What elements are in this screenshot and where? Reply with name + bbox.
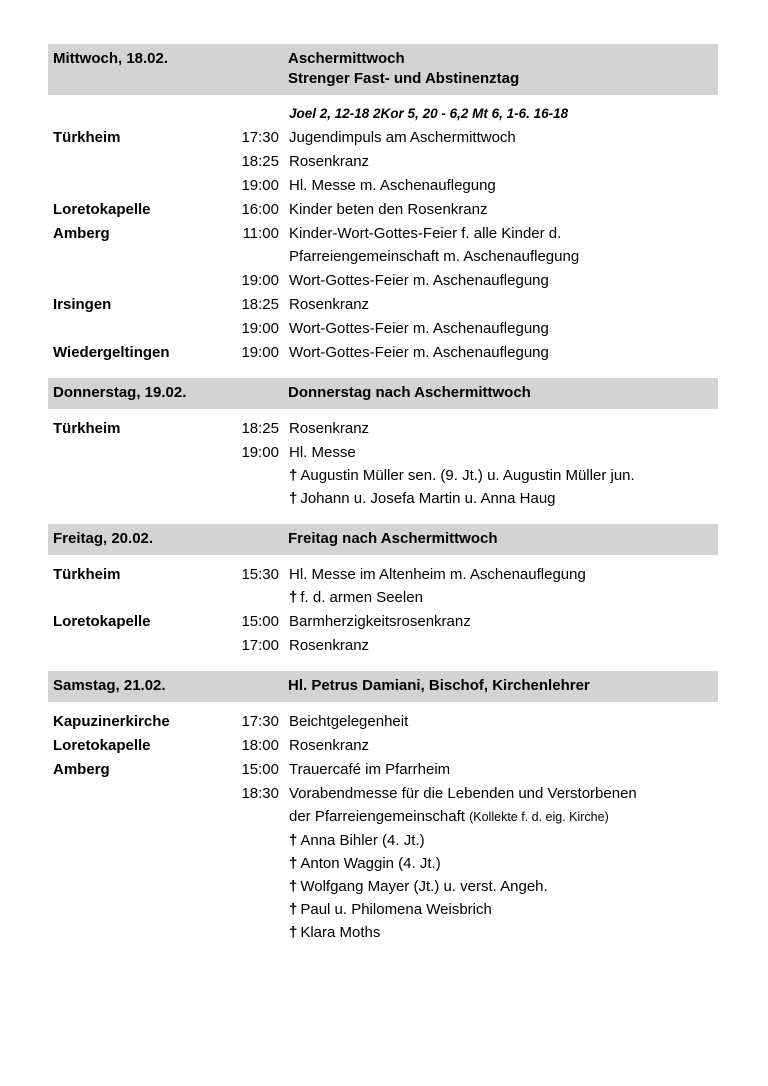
entry-time: 16:00: [241, 201, 279, 218]
schedule-entry-row: [48, 634, 718, 657]
entry-time: 17:30: [241, 129, 279, 146]
scripture-reading-row: [48, 103, 718, 124]
dagger-icon: †: [289, 832, 298, 849]
entry-time: 15:00: [241, 761, 279, 778]
dagger-icon: †: [289, 490, 298, 507]
schedule-entry-row: [48, 198, 718, 221]
entry-description: [284, 417, 718, 440]
entry-location: Amberg: [53, 225, 110, 242]
day-occasion: [288, 529, 718, 549]
schedule-entry-row: [48, 610, 718, 633]
entry-location: Türkheim: [53, 566, 121, 583]
entry-location: Loretokapelle: [53, 613, 151, 630]
entry-description-line: Rosenkranz: [289, 737, 370, 754]
schedule-entry-row: [48, 174, 718, 197]
day-occasion: [288, 676, 718, 696]
schedule-entry-row: [48, 734, 718, 757]
entry-time: 18:30: [241, 785, 279, 802]
reading-spacer: [48, 103, 289, 124]
day-occasion-line: Strenger Fast- und Abstinenztag: [288, 70, 520, 87]
memorial-intention: [289, 852, 718, 875]
entry-description-line: Wort-Gottes-Feier m. Aschenauflegung: [289, 320, 549, 337]
entry-description-line: Rosenkranz: [289, 637, 370, 654]
entry-description-main: der Pfarreiengemeinschaft: [289, 808, 470, 825]
memorial-intention: [289, 829, 718, 852]
schedule-entry-row: [48, 150, 718, 173]
day-date-label: Freitag, 20.02.: [53, 530, 154, 547]
memorial-intention: [289, 921, 718, 944]
memorial-name: Johann u. Josefa Martin u. Anna Haug: [300, 490, 556, 507]
schedule-entry-row: [48, 563, 718, 609]
memorial-intention: [289, 875, 718, 898]
dagger-icon: †: [289, 467, 298, 484]
dagger-icon: †: [289, 878, 298, 895]
entry-description: [284, 269, 718, 292]
day-header: [48, 44, 718, 95]
day-header: [48, 524, 718, 555]
entry-description: [284, 758, 718, 781]
service-schedule: [48, 44, 718, 944]
schedule-entry-row: [48, 317, 718, 340]
day-occasion-line: Freitag nach Aschermittwoch: [288, 530, 498, 547]
entry-description-line: Rosenkranz: [289, 420, 370, 437]
day-entries: [48, 103, 718, 364]
entry-location: Loretokapelle: [53, 201, 151, 218]
entry-time: 15:00: [241, 613, 279, 630]
entry-description-line: Jugendimpuls am Aschermittwoch: [289, 129, 516, 146]
day-entries: [48, 710, 718, 944]
memorial-intention: [289, 898, 718, 921]
scripture-reading-text: Joel 2, 12-18 2Kor 5, 20 - 6,2 Mt 6, 1-6. 16-18: [289, 106, 569, 121]
entry-description: [284, 198, 718, 221]
entry-location: Amberg: [53, 761, 110, 778]
entry-description-line: Beichtgelegenheit: [289, 713, 409, 730]
entry-location: Loretokapelle: [53, 737, 151, 754]
memorial-name: Wolfgang Mayer (Jt.) u. verst. Angeh.: [300, 878, 548, 895]
schedule-entry-row: [48, 782, 718, 944]
entry-collection-note: (Kollekte f. d. eig. Kirche): [469, 810, 609, 824]
day-header: [48, 671, 718, 702]
entry-description: [284, 782, 718, 944]
entry-description-line: Barmherzigkeitsrosenkranz: [289, 613, 471, 630]
day-occasion: [288, 383, 718, 403]
entry-location: Wiedergeltingen: [53, 344, 170, 361]
entry-description-line: [289, 805, 718, 829]
memorial-name: f. d. armen Seelen: [300, 589, 423, 606]
entry-description-line: Hl. Messe m. Aschenauflegung: [289, 177, 496, 194]
dagger-icon: †: [289, 855, 298, 872]
entry-description: [284, 610, 718, 633]
entry-description-line: Kinder-Wort-Gottes-Feier f. alle Kinder d.: [289, 225, 562, 242]
entry-description: [284, 441, 718, 510]
entry-description: [284, 317, 718, 340]
dagger-icon: †: [289, 589, 298, 606]
day-entries: [48, 563, 718, 657]
entry-time: 18:25: [241, 153, 279, 170]
dagger-icon: †: [289, 924, 298, 941]
schedule-entry-row: [48, 758, 718, 781]
schedule-entry-row: [48, 441, 718, 510]
entry-description: [284, 563, 718, 609]
entry-time: 15:30: [241, 566, 279, 583]
memorial-intention: [289, 487, 718, 510]
memorial-name: Anna Bihler (4. Jt.): [300, 832, 425, 849]
entry-description: [284, 341, 718, 364]
entry-time: 19:00: [241, 344, 279, 361]
entry-description: [284, 634, 718, 657]
entry-time: 17:30: [241, 713, 279, 730]
entry-time: 11:00: [242, 225, 279, 242]
entry-description: [284, 174, 718, 197]
entry-time: 19:00: [241, 177, 279, 194]
memorial-name: Paul u. Philomena Weisbrich: [300, 901, 492, 918]
day-occasion-line: Donnerstag nach Aschermittwoch: [288, 384, 531, 401]
day-date-label: Samstag, 21.02.: [53, 677, 166, 694]
schedule-entry-row: [48, 222, 718, 268]
memorial-intention: [289, 464, 718, 487]
entry-description: [284, 222, 718, 268]
entry-location: Irsingen: [53, 296, 112, 313]
memorial-name: Klara Moths: [300, 924, 381, 941]
entry-description-line: Rosenkranz: [289, 153, 370, 170]
day-header: [48, 378, 718, 409]
schedule-entry-row: [48, 269, 718, 292]
schedule-entry-row: [48, 710, 718, 733]
entry-description-line: Kinder beten den Rosenkranz: [289, 201, 488, 218]
entry-description-line: Vorabendmesse für die Lebenden und Verstorbenen: [289, 785, 637, 802]
day-date-label: Mittwoch, 18.02.: [53, 50, 169, 67]
entry-description: [284, 710, 718, 733]
entry-description-line: Hl. Messe: [289, 444, 356, 461]
memorial-name: Augustin Müller sen. (9. Jt.) u. Augustin Müller jun.: [300, 467, 635, 484]
entry-time: 19:00: [241, 320, 279, 337]
entry-description-line: Pfarreiengemeinschaft m. Aschenauflegung: [289, 248, 580, 265]
entry-location: Kapuzinerkirche: [53, 713, 170, 730]
entry-time: 17:00: [241, 637, 279, 654]
entry-time: 19:00: [241, 272, 279, 289]
day-entries: [48, 417, 718, 510]
entry-description: [284, 734, 718, 757]
day-occasion: [288, 49, 718, 89]
dagger-icon: †: [289, 901, 298, 918]
entry-description-line: Wort-Gottes-Feier m. Aschenauflegung: [289, 272, 549, 289]
entry-description-line: Rosenkranz: [289, 296, 370, 313]
schedule-entry-row: [48, 341, 718, 364]
day-date-label: Donnerstag, 19.02.: [53, 384, 187, 401]
entry-description-line: Trauercafé im Pfarrheim: [289, 761, 451, 778]
entry-description-line: Hl. Messe im Altenheim m. Aschenauflegung: [289, 566, 586, 583]
schedule-entry-row: [48, 126, 718, 149]
entry-time: 18:25: [241, 420, 279, 437]
entry-description: [284, 150, 718, 173]
entry-description-line: Wort-Gottes-Feier m. Aschenauflegung: [289, 344, 549, 361]
schedule-entry-row: [48, 417, 718, 440]
day-occasion-line: Aschermittwoch: [288, 50, 405, 67]
entry-time: 18:00: [241, 737, 279, 754]
schedule-entry-row: [48, 293, 718, 316]
entry-time: 19:00: [241, 444, 279, 461]
memorial-intention: [289, 586, 718, 609]
day-occasion-line: Hl. Petrus Damiani, Bischof, Kirchenlehrer: [288, 677, 590, 694]
entry-description: [284, 126, 718, 149]
entry-location: Türkheim: [53, 129, 121, 146]
memorial-name: Anton Waggin (4. Jt.): [300, 855, 441, 872]
entry-location: Türkheim: [53, 420, 121, 437]
entry-time: 18:25: [241, 296, 279, 313]
entry-description: [284, 293, 718, 316]
